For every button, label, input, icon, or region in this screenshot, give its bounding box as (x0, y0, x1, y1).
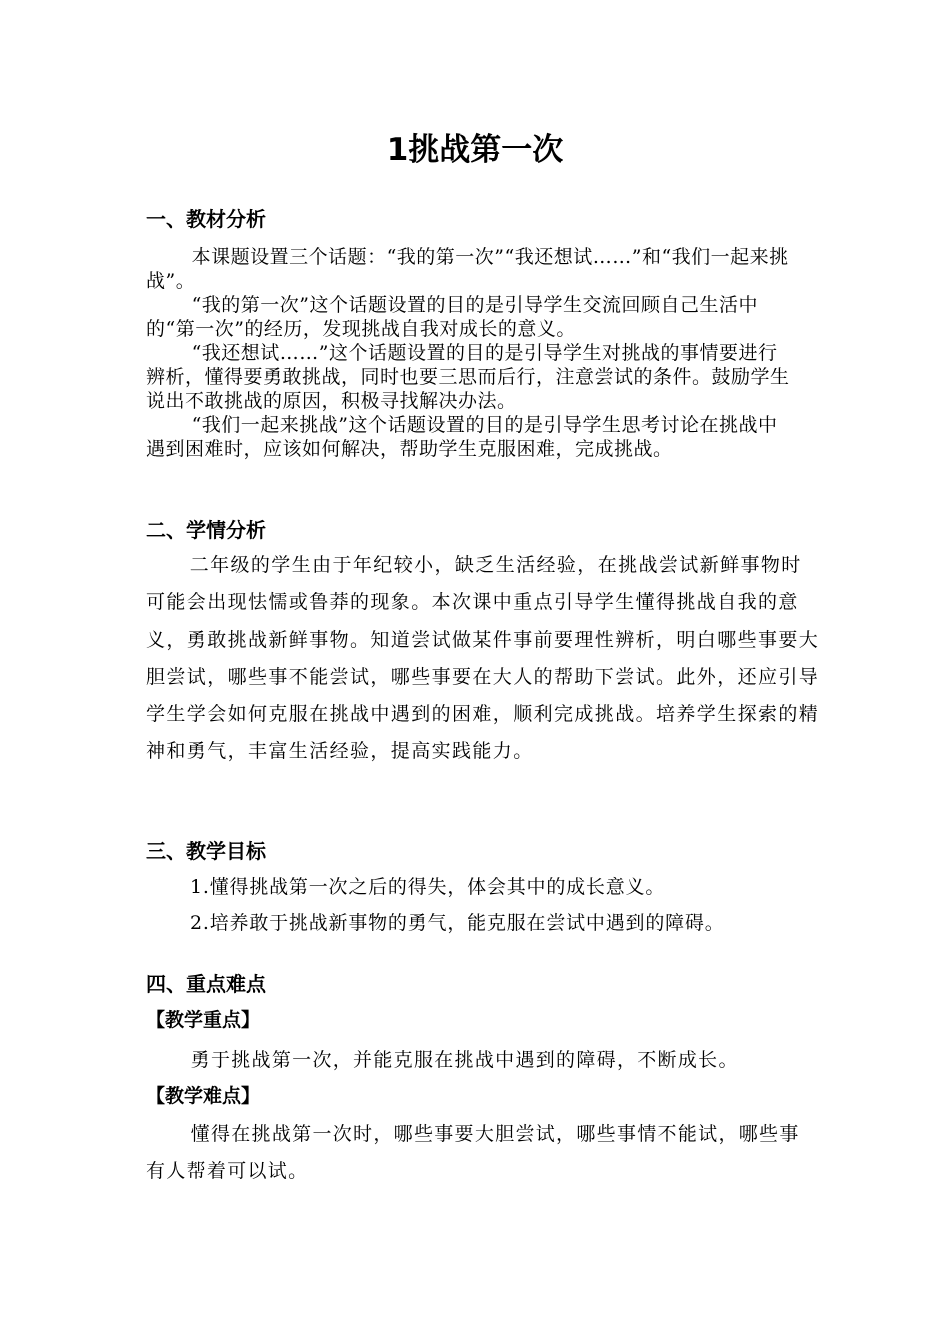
difficulty-label: 【教学难点】 (146, 1085, 261, 1107)
paragraph: “我还想试……”这个话题设置的目的是引导学生对挑战的事情要进行辨析，懂得要勇敢挑战，同时也要三思而后行，注意尝试的条件。鼓励学生说出不敢挑战的原因，积极寻找解决办法。 (146, 342, 790, 412)
section-heading-textbook-analysis: 一、教材分析 (146, 207, 266, 231)
section-heading-key-difficulties: 四、重点难点 (146, 972, 266, 996)
section-heading-student-analysis: 二、学情分析 (146, 518, 266, 542)
key-point-text: 勇于挑战第一次，并能克服在挑战中遇到的障碍，不断成长。 (190, 1049, 739, 1071)
section-heading-teaching-goals: 三、教学目标 (146, 839, 266, 863)
key-point-label: 【教学重点】 (146, 1009, 261, 1031)
goal-item: 2.培养敢于挑战新事物的勇气，能克服在尝试中遇到的障碍。 (190, 912, 725, 934)
paragraph: 本课题设置三个话题：“我的第一次”“我还想试……”和“我们一起来挑战”。 (146, 246, 789, 292)
section-body-textbook-analysis (146, 245, 796, 461)
difficulty-text: 懂得在挑战第一次时，哪些事要大胆尝试，哪些事情不能试，哪些事有人帮着可以试。 (146, 1123, 800, 1182)
paragraph: “我们一起来挑战”这个话题设置的目的是引导学生思考讨论在挑战中遇到困难时，应该如何解决，帮助学生克服困难，完成挑战。 (146, 414, 778, 460)
paragraph: “我的第一次”这个话题设置的目的是引导学生交流回顾自己生活中的“第一次”的经历，发现挑战自我对成长的意义。 (146, 294, 759, 340)
document-title: 1挑战第一次 (386, 132, 564, 168)
paragraph: 二年级的学生由于年纪较小，缺乏生活经验，在挑战尝试新鲜事物时可能会出现怯懦或鲁莽的现象。本次课中重点引导学生懂得挑战自我的意义，勇敢挑战新鲜事物。知道尝试做某件事前要理性辨析，明白哪些事要大胆尝试，哪些事不能尝试，哪些事要在大人的帮助下尝试。此外，还应引导学生学会如何克服在挑战中遇到的困难，顺利完成挑战。培养学生探索的精神和勇气，丰富生活经验，提高实践能力。 (146, 554, 820, 763)
goal-item: 1.懂得挑战第一次之后的得失，体会其中的成长意义。 (190, 876, 666, 898)
